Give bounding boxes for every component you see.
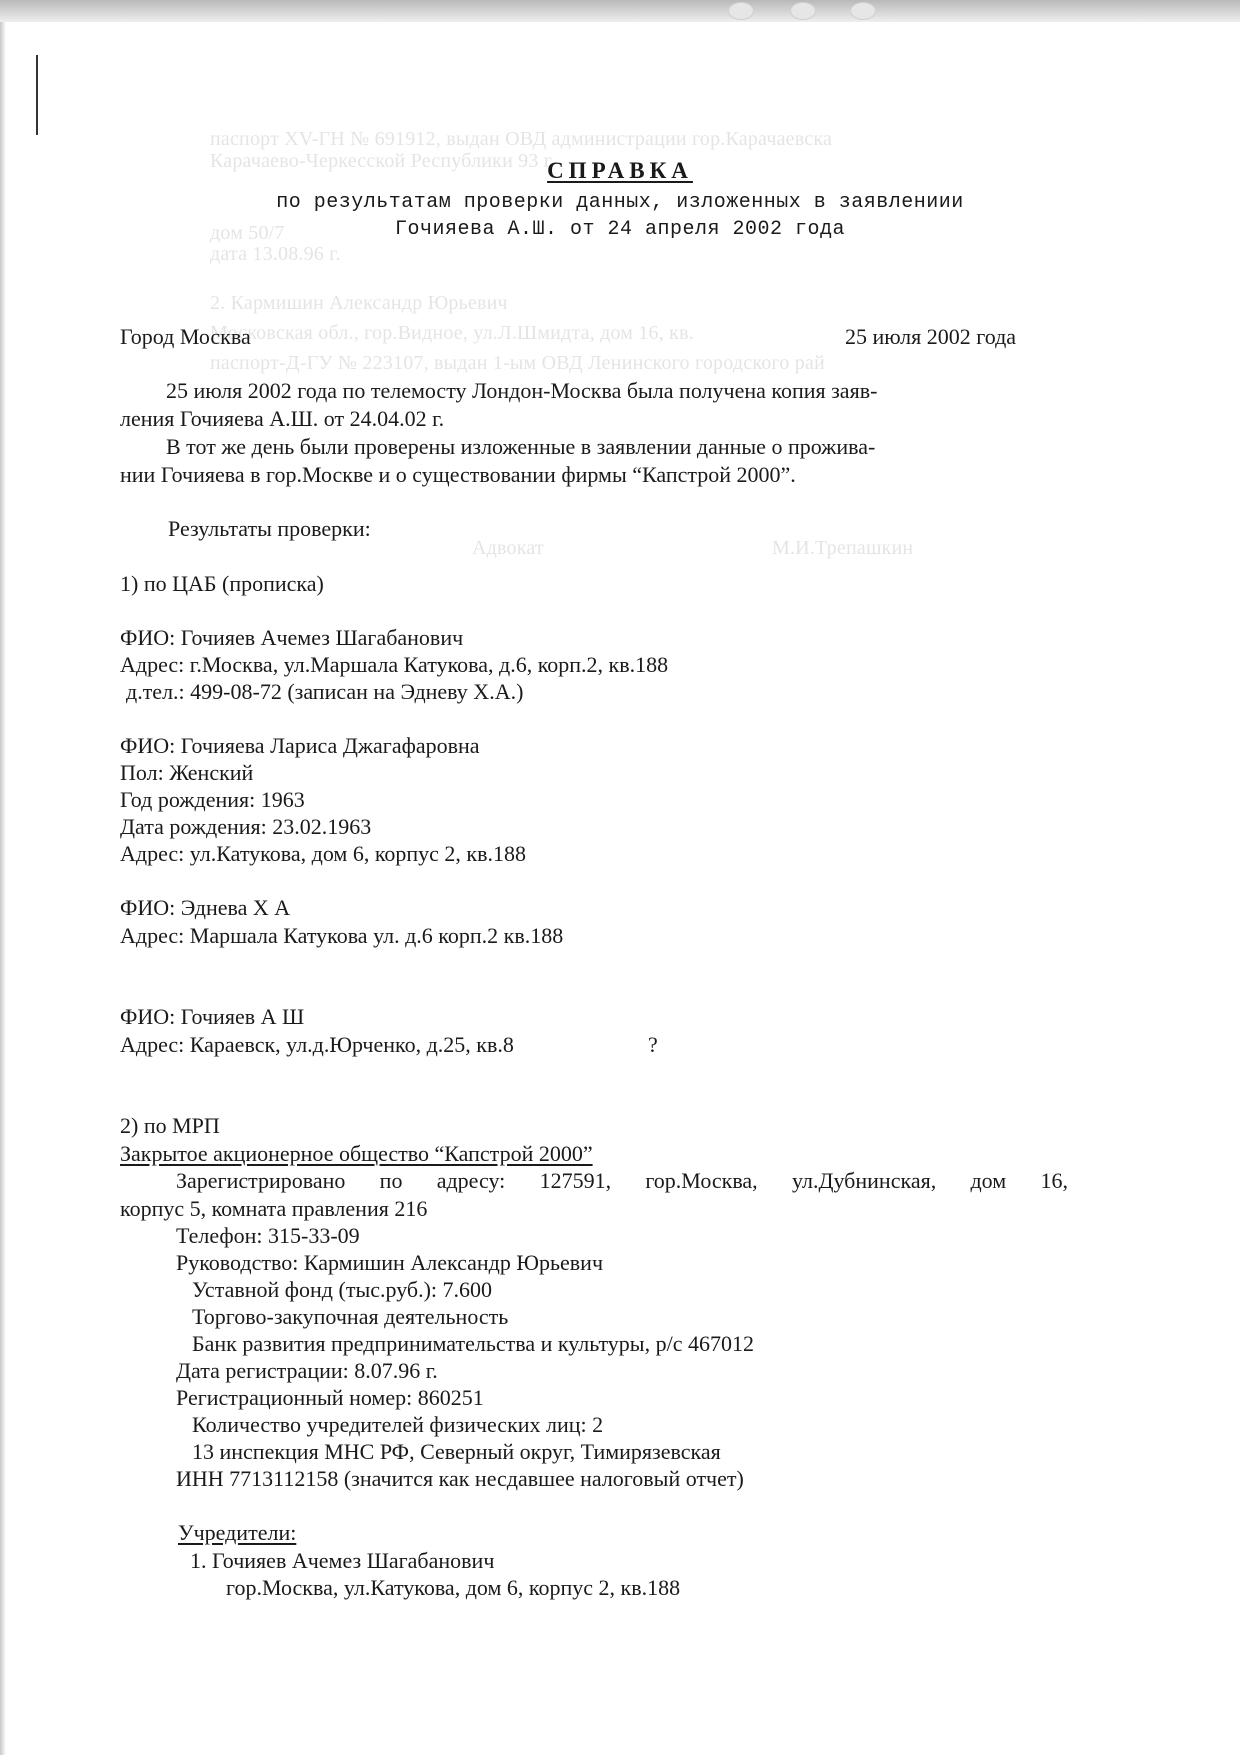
person-birth-date: Дата рождения: 23.02.1963 — [120, 814, 372, 839]
company-phone: Телефон: 315-33-09 — [176, 1223, 360, 1248]
document-subtitle: по результатам проверки данных, изложенных в заявлениии — [276, 191, 964, 214]
founder-name: 1. Гочияев Ачемез Шагабанович — [190, 1548, 495, 1573]
person-birth-year: Год рождения: 1963 — [120, 787, 305, 812]
results-heading: Результаты проверки: — [168, 516, 371, 541]
person-address: Адрес: Караевск, ул.д.Юрченко, д.25, кв.8 — [120, 1032, 514, 1057]
city: Город Москва — [120, 324, 251, 349]
company-inn: ИНН 7713112158 (значится как несдавшее налоговый отчет) — [176, 1466, 744, 1491]
paragraph-line: нии Гочияева в гор.Москве и о существовании фирмы “Капстрой 2000”. — [120, 462, 796, 487]
person-sex: Пол: Женский — [120, 760, 254, 785]
company-tax-office: 13 инспекция МНС РФ, Северный округ, Тимирязевская — [192, 1439, 721, 1464]
company-name: Закрытое акционерное общество “Капстрой 2000” — [120, 1141, 593, 1166]
paragraph-line: В тот же день были проверены изложенные в заявлении данные о прожива- — [166, 434, 876, 459]
person-fio: ФИО: Гочияев А Ш — [120, 1004, 305, 1029]
bleed-through-text: 2. Кармишин Александр Юрьевич — [210, 292, 508, 314]
person-fio: ФИО: Эднева Х А — [120, 895, 291, 920]
bleed-through-text: Адвокат — [472, 537, 544, 559]
bleed-through-text: М.И.Трепашкин — [772, 537, 914, 559]
company-registered-line — [176, 1170, 1068, 1192]
word: гор.Москва, — [645, 1168, 758, 1193]
document-subtitle: Гочияева А.Ш. от 24 апреля 2002 года — [394, 218, 846, 241]
company-registered-line2: корпус 5, комната правления 216 — [120, 1196, 428, 1221]
bleed-through-text: дом 50/7 — [210, 222, 285, 244]
person-phone: д.тел.: 499-08-72 (записан на Эдневу Х.А.) — [126, 679, 524, 704]
word: по — [379, 1168, 403, 1193]
word: 127591, — [539, 1168, 612, 1193]
paragraph-line: ления Гочияева А.Ш. от 24.04.02 г. — [120, 406, 445, 431]
company-reg-date: Дата регистрации: 8.07.96 г. — [176, 1358, 438, 1383]
company-bank: Банк развития предпринимательства и культуры, р/с 467012 — [192, 1331, 754, 1356]
company-management: Руководство: Кармишин Александр Юрьевич — [176, 1250, 604, 1275]
question-mark: ? — [648, 1032, 658, 1057]
section-heading: 2) по МРП — [120, 1113, 220, 1138]
bleed-through-text: Карачаево-Черкесской Республики 93 г. — [210, 150, 556, 172]
company-capital: Уставной фонд (тыс.руб.): 7.600 — [192, 1277, 493, 1302]
document-date: 25 июля 2002 года — [845, 324, 1017, 349]
person-fio: ФИО: Гочияев Ачемез Шагабанович — [120, 625, 464, 650]
word: дом — [970, 1168, 1007, 1193]
document-title: СПРАВКА — [547, 158, 693, 183]
word: 16, — [1040, 1168, 1068, 1193]
word: ул.Дубнинская, — [791, 1168, 937, 1193]
company-activity: Торгово-закупочная деятельность — [192, 1304, 509, 1329]
person-address: Адрес: ул.Катукова, дом 6, корпус 2, кв.188 — [120, 841, 527, 866]
paragraph-line: 25 июля 2002 года по телемосту Лондон-Москва была получена копия заяв- — [166, 378, 878, 403]
founder-address: гор.Москва, ул.Катукова, дом 6, корпус 2, кв.188 — [226, 1575, 681, 1600]
word: Зарегистрировано — [176, 1168, 346, 1193]
word: адресу: — [436, 1168, 506, 1193]
person-fio: ФИО: Гочияева Лариса Джагафаровна — [120, 733, 480, 758]
company-founders-count: Количество учредителей физических лиц: 2 — [192, 1412, 604, 1437]
bleed-through-text: паспорт-Д-ГУ № 223107, выдан 1-ым ОВД Ленинского городского рай — [210, 352, 825, 374]
person-address: Адрес: Маршала Катукова ул. д.6 корп.2 кв.188 — [120, 923, 564, 948]
bleed-through-text: Московская обл., гор.Видное, ул.Л.Шмидта, дом 16, кв. — [210, 322, 694, 344]
section-heading: 1) по ЦАБ (прописка) — [120, 571, 324, 596]
founders-heading: Учредители: — [178, 1520, 297, 1545]
bleed-through-text: паспорт XV-ГН № 691912, выдан ОВД администрации гор.Карачаевска — [210, 128, 833, 150]
bleed-through-text: дата 13.08.96 г. — [210, 243, 341, 265]
person-address: Адрес: г.Москва, ул.Маршала Катукова, д.6, корп.2, кв.188 — [120, 652, 669, 677]
company-reg-number: Регистрационный номер: 860251 — [176, 1385, 484, 1410]
